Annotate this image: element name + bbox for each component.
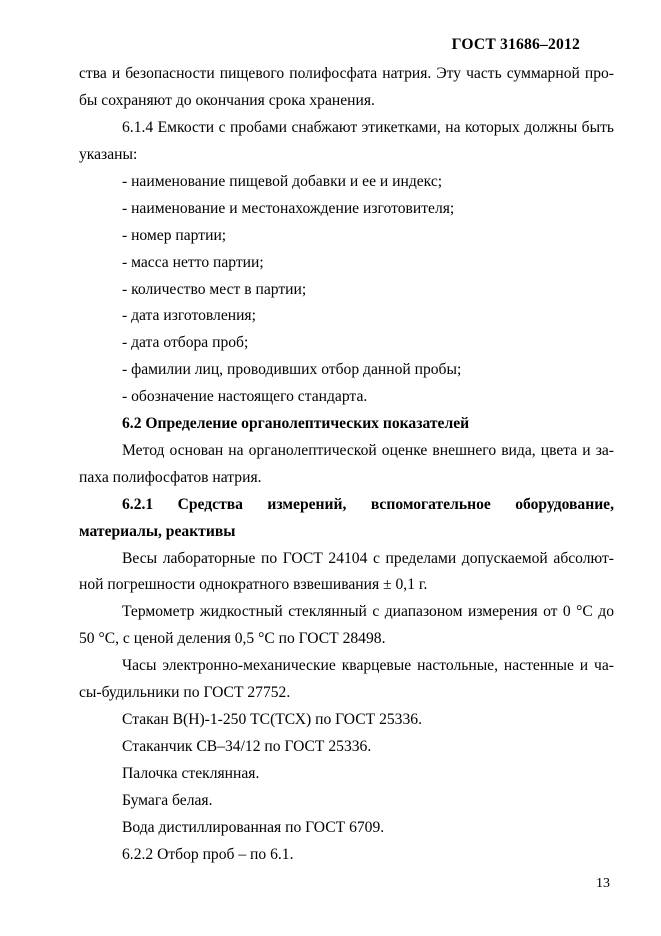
equipment-item: Вода дистиллированная по ГОСТ 6709. (122, 819, 385, 836)
list-item: - количество мест в партии; (122, 281, 307, 298)
list-item: - дата отбора проб; (122, 334, 249, 351)
text-line: сы-будильники по ГОСТ 27752. (79, 684, 291, 701)
text-line: указаны: (79, 146, 138, 163)
text-line: Термометр жидкостный стеклянный с диапазоном измерения от 0 °С до (122, 603, 614, 620)
list-item: - обозначение настоящего стандарта. (122, 388, 368, 405)
text-line: ства и безопасности пищевого полифосфата натрия. Эту часть суммарной про- (79, 65, 614, 82)
page-header-standard: ГОСТ 31686–2012 (451, 36, 580, 53)
text-line: Часы электронно-механические кварцевые настольные, настенные и ча- (122, 657, 614, 674)
text-line: 50 °С, с ценой деления 0,5 °С по ГОСТ 28498. (79, 630, 386, 647)
subsection-heading-cont: материалы, реактивы (79, 523, 236, 540)
text-line: Весы лабораторные по ГОСТ 24104 с пределами допускаемой абсолют- (122, 550, 614, 567)
text-line: паха полифосфатов натрия. (79, 469, 262, 486)
list-item: - фамилии лиц, проводивших отбор данной пробы; (122, 361, 462, 378)
text-line: бы сохраняют до окончания срока хранения. (79, 92, 375, 109)
text-line: 6.1.4 Емкости с пробами снабжают этикетками, на которых должны быть (122, 119, 614, 136)
text-line: ной погрешности однократного взвешивания ± 0,1 г. (79, 576, 428, 593)
text-line: Метод основан на органолептической оценке внешнего вида, цвета и за- (122, 442, 614, 459)
equipment-item: Бумага белая. (122, 792, 213, 809)
list-item: - номер партии; (122, 227, 227, 244)
list-item: - дата изготовления; (122, 307, 256, 324)
subsection-heading: 6.2.1 Средства измерений, вспомогательное оборудование, (122, 496, 614, 513)
list-item: - наименование пищевой добавки и ее и индекс; (122, 173, 443, 190)
equipment-item: Палочка стеклянная. (122, 765, 260, 782)
page-number: 13 (596, 876, 610, 891)
equipment-item: Стаканчик СВ–34/12 по ГОСТ 25336. (122, 738, 372, 755)
list-item: - наименование и местонахождение изготовителя; (122, 200, 455, 217)
list-item: - масса нетто партии; (122, 254, 264, 271)
text-line: 6.2.2 Отбор проб – по 6.1. (122, 846, 294, 863)
section-heading: 6.2 Определение органолептических показателей (122, 415, 470, 432)
equipment-item: Стакан В(Н)-1-250 ТС(ТСХ) по ГОСТ 25336. (122, 711, 422, 728)
